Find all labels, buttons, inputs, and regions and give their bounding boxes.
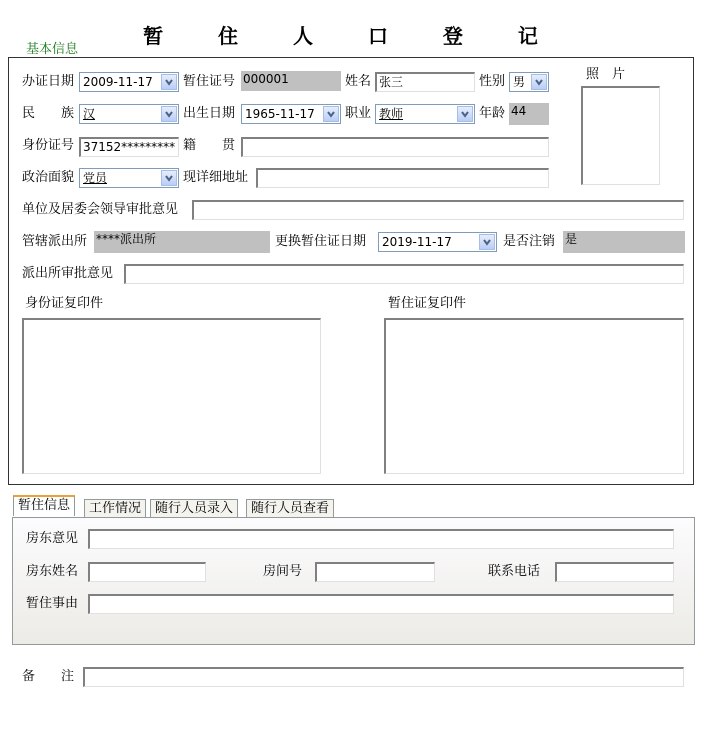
tab-companion-view[interactable]: 随行人员查看 xyxy=(246,499,334,517)
native-place-input[interactable] xyxy=(241,137,549,157)
chevron-down-icon[interactable] xyxy=(457,106,473,122)
cancelled-field: 是 xyxy=(563,231,685,253)
gender-select[interactable] xyxy=(509,72,549,92)
native-place-label: 籍 贯 xyxy=(183,138,236,153)
police-station-field: ****派出所 xyxy=(94,231,270,253)
landlord-name-label: 房东姓名 xyxy=(26,564,79,579)
chevron-down-icon[interactable] xyxy=(161,106,177,122)
tab-residence-info[interactable]: 暂住信息 xyxy=(13,495,75,516)
renew-date-value: 2019-11-17 xyxy=(382,235,452,249)
page-title: 暂 住 人 口 登 记 xyxy=(143,24,562,48)
remarks-label: 备 注 xyxy=(22,669,75,684)
occupation-label: 职业 xyxy=(345,106,372,121)
permit-copy-label: 暂住证复印件 xyxy=(388,296,467,311)
chevron-down-icon[interactable] xyxy=(323,106,339,122)
reason-label: 暂住事由 xyxy=(26,596,79,611)
chevron-down-icon[interactable] xyxy=(161,74,177,90)
ethnicity-value: 汉 xyxy=(83,107,96,121)
birth-date-picker[interactable] xyxy=(241,104,341,124)
police-opinion-label: 派出所审批意见 xyxy=(22,266,114,281)
political-select[interactable] xyxy=(79,168,179,188)
phone-label: 联系电话 xyxy=(488,564,541,579)
permit-copy-box[interactable] xyxy=(384,318,684,474)
gender-value: 男 xyxy=(513,75,526,89)
chevron-down-icon[interactable] xyxy=(531,74,547,90)
room-no-label: 房间号 xyxy=(263,564,303,579)
id-no-label: 身份证号 xyxy=(22,138,75,153)
ethnicity-select[interactable] xyxy=(79,104,179,124)
landlord-opinion-input[interactable] xyxy=(88,529,674,549)
renew-date-label: 更换暂住证日期 xyxy=(275,234,367,249)
id-copy-label: 身份证复印件 xyxy=(25,296,104,311)
occupation-select[interactable] xyxy=(375,104,475,124)
tab-work-info[interactable]: 工作情况 xyxy=(84,499,146,517)
gender-label: 性别 xyxy=(479,74,506,89)
room-no-input[interactable] xyxy=(315,562,435,582)
address-input[interactable] xyxy=(256,168,549,188)
ethnicity-label: 民 族 xyxy=(22,106,75,121)
police-opinion-input[interactable] xyxy=(124,264,684,284)
occupation-value: 教师 xyxy=(379,107,404,121)
photo-label: 照 片 xyxy=(586,67,626,82)
age-label: 年龄 xyxy=(479,106,506,121)
landlord-name-input[interactable] xyxy=(88,562,206,582)
reason-input[interactable] xyxy=(88,594,674,614)
chevron-down-icon[interactable] xyxy=(161,170,177,186)
tab-companion-entry[interactable]: 随行人员录入 xyxy=(150,499,238,517)
age-field: 44 xyxy=(509,103,549,125)
remarks-input[interactable] xyxy=(83,667,684,687)
birth-date-value: 1965-11-17 xyxy=(245,107,315,121)
issue-date-picker[interactable] xyxy=(79,72,179,92)
cancelled-label: 是否注销 xyxy=(503,234,556,249)
political-label: 政治面貌 xyxy=(22,170,75,185)
renew-date-picker[interactable] xyxy=(378,232,497,252)
id-copy-box[interactable] xyxy=(22,318,321,474)
basic-info-group-label: 基本信息 xyxy=(26,42,79,57)
photo-box[interactable] xyxy=(581,86,660,185)
committee-opinion-input[interactable] xyxy=(192,200,684,220)
issue-date-value: 2009-11-17 xyxy=(83,75,153,89)
chevron-down-icon[interactable] xyxy=(479,234,495,250)
permit-no-label: 暂住证号 xyxy=(183,74,236,89)
phone-input[interactable] xyxy=(555,562,674,582)
political-value: 党员 xyxy=(83,171,108,185)
landlord-opinion-label: 房东意见 xyxy=(26,531,79,546)
police-station-label: 管辖派出所 xyxy=(22,234,88,249)
issue-date-label: 办证日期 xyxy=(22,74,75,89)
permit-no-field: 000001 xyxy=(241,71,341,91)
name-input[interactable]: 张三 xyxy=(375,72,475,92)
name-label: 姓名 xyxy=(345,74,372,89)
birth-date-label: 出生日期 xyxy=(183,106,236,121)
id-no-input[interactable]: 37152********* xyxy=(79,137,179,157)
address-label: 现详细地址 xyxy=(183,170,249,185)
committee-opinion-label: 单位及居委会领导审批意见 xyxy=(22,202,179,217)
